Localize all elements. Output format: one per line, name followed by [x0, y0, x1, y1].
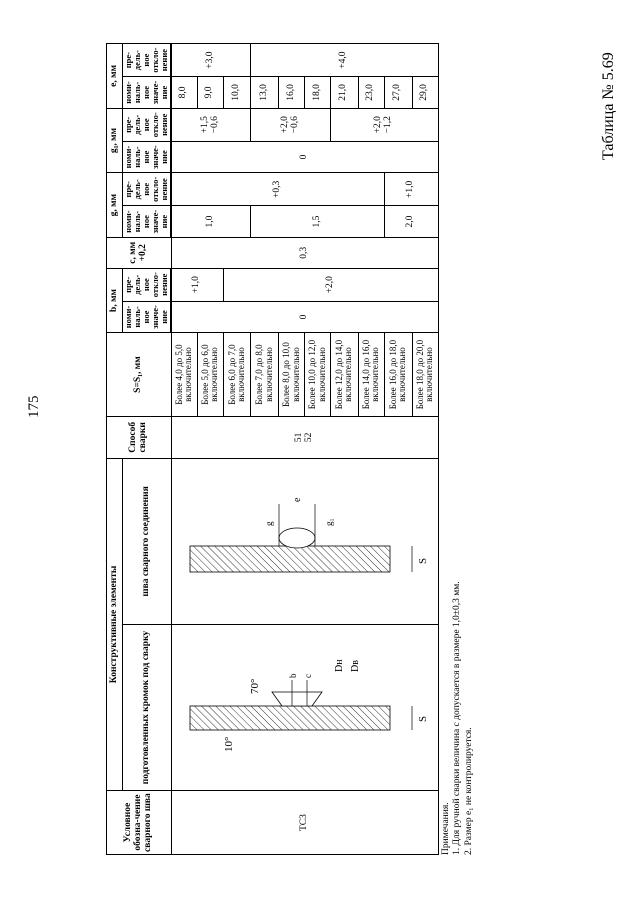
header-thickness: S=S₁, мм: [107, 333, 172, 417]
header-g: g, мм: [107, 173, 123, 238]
e-nominal-4: 13,0: [251, 77, 279, 109]
g-dev-2: +1,0: [384, 173, 438, 206]
range-2: Более 5,0 до 6,0 включительно: [197, 333, 223, 417]
g-dev-1: +0,3: [171, 173, 384, 206]
header-b-nominal: номи-наль-ное значе-ние: [123, 301, 171, 333]
e-nominal-8: 23,0: [358, 77, 384, 109]
notes-title: Примечания.: [440, 802, 451, 855]
header-method: Способ сварки: [107, 416, 172, 458]
range-5: Более 8,0 до 10,0 включительно: [279, 333, 305, 417]
c-label: c: [302, 674, 313, 679]
e-dev-1: +3,0: [171, 44, 251, 77]
header-designation: Условное обозна-чение сварного шва: [107, 791, 172, 855]
header-g1-nominal: номи-наль-ное значе-ние: [123, 141, 171, 173]
header-prep: подготовленных кромок под сварку: [123, 624, 172, 790]
header-b: b, мм: [107, 268, 123, 333]
s-label: S: [416, 716, 429, 723]
range-10: Более 18,0 до 20,0 включительно: [412, 333, 438, 417]
notes: [441, 35, 477, 855]
header-g1-deviation: пре-дель-ное откло-нение: [123, 108, 171, 141]
header-g-deviation: пре-дель-ное откло-нение: [123, 173, 171, 206]
e-nominal-6: 18,0: [305, 77, 331, 109]
header-g1: g₁, мм: [107, 108, 123, 173]
range-9: Более 16,0 до 18,0 включительно: [384, 333, 412, 417]
b-nominal: 0: [171, 301, 438, 333]
e-label: e: [291, 497, 303, 502]
header-elements: Конструктивные элементы: [107, 458, 123, 790]
range-8: Более 14,0 до 16,0 включительно: [358, 333, 384, 417]
page-number: 175: [26, 395, 42, 418]
table-title: Таблица № 5.69: [600, 52, 617, 160]
header-e: e, мм: [107, 44, 123, 109]
note-2: 2. Размер e₁ не контролируется.: [464, 727, 475, 855]
e-nominal-7: 21,0: [331, 77, 359, 109]
header-e-nominal: номи-наль-ное значе-ние: [123, 77, 171, 109]
c-value: 0,3: [171, 237, 438, 268]
e-nominal-3: 10,0: [223, 77, 251, 109]
dh-label: Dн: [333, 659, 345, 673]
g-nominal-2: 1,5: [251, 206, 384, 238]
g-nominal-1: 1,0: [171, 206, 251, 238]
e-nominal-5: 16,0: [279, 77, 305, 109]
header-g-nominal: номи-наль-ное значе-ние: [123, 206, 171, 238]
range-1: Более 4,0 до 5,0 включительно: [171, 333, 197, 417]
e-dev-2: +4,0: [251, 44, 438, 77]
method-52: 52: [303, 432, 314, 443]
seam-drawing: [171, 458, 438, 624]
header-e-deviation: пре-дель-ное откло-нение: [123, 44, 171, 77]
angle-70-label: 70°: [248, 678, 261, 695]
b-dev-2: +2,0: [223, 268, 438, 301]
header-seam: шва сварного соединения: [123, 458, 172, 624]
note-1: 1. Для ручной сварки величина c допускается в размере 1,0±0,3 мм.: [452, 581, 463, 855]
g1-dev-1: +1,5 −0,6: [171, 108, 251, 141]
header-c: c, мм +0,2: [107, 237, 172, 268]
s1-label: S: [416, 557, 429, 564]
g-nominal-3: 2,0: [384, 206, 438, 238]
angle-10-label: 10°: [222, 736, 235, 753]
g-label: g: [263, 521, 274, 526]
range-4: Более 7,0 до 8,0 включительно: [251, 333, 279, 417]
method-51: 51: [293, 432, 304, 443]
designation-cell: ТС3: [171, 791, 438, 855]
header-b-deviation: пре-дель-ное откло-нение: [123, 268, 171, 301]
prep-drawing: [171, 624, 438, 790]
g1-dev-3: +2,0 −1,2: [331, 108, 439, 141]
method-cell: [171, 416, 438, 458]
dv-label: Dв: [349, 660, 361, 673]
weld-dimensions-table: [106, 43, 439, 855]
range-6: Более 10,0 до 12,0 включительно: [305, 333, 331, 417]
g1-label: g₁: [323, 518, 334, 526]
e-nominal-9: 27,0: [384, 77, 412, 109]
e-nominal-10: 29,0: [412, 77, 438, 109]
range-7: Более 12,0 до 14,0 включительно: [331, 333, 359, 417]
range-3: Более 6,0 до 7,0 включительно: [223, 333, 251, 417]
b-dev-1: +1,0: [171, 268, 223, 301]
e-nominal-2: 9,0: [197, 77, 223, 109]
b-label: b: [287, 673, 298, 679]
e-nominal-1: 8,0: [171, 77, 197, 109]
rotated-table-block: [106, 35, 475, 855]
g1-dev-2: +2,0 −0,6: [251, 108, 331, 141]
g1-nominal: 0: [171, 141, 438, 173]
